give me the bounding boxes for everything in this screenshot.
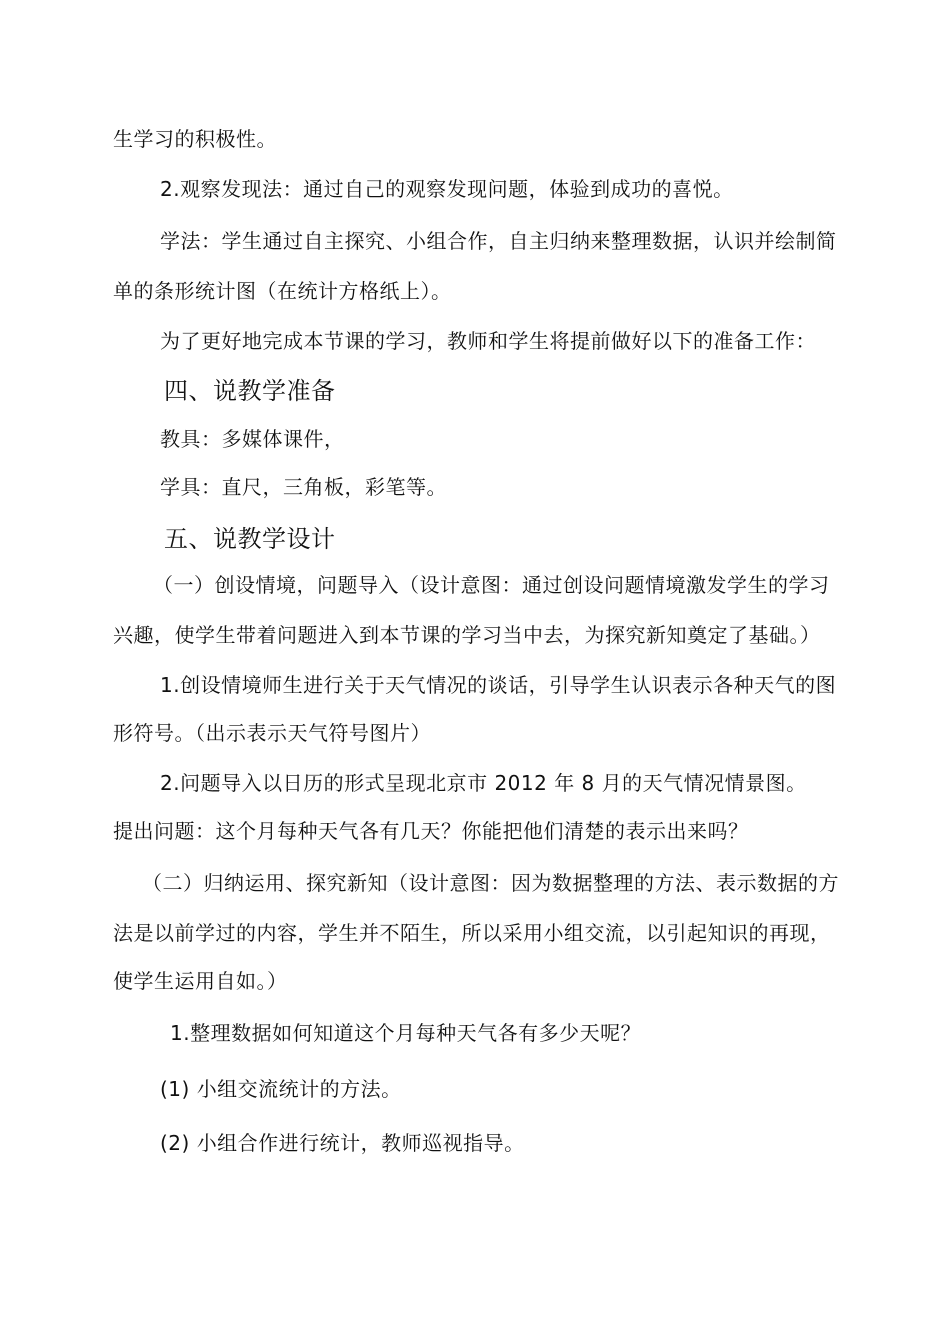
paragraph-line: 教具：多媒体课件， bbox=[160, 427, 345, 451]
paragraph-line: 提出问题：这个月每种天气各有几天？你能把他们清楚的表示出来吗？ bbox=[113, 819, 749, 843]
paragraph-line: 2.问题导入以日历的形式呈现北京市 2012 年 8 月的天气情况情景图。 bbox=[160, 771, 807, 795]
paragraph-line: 单的条形统计图（在统计方格纸上）。 bbox=[113, 279, 452, 303]
paragraph-line: 学具：直尺，三角板，彩笔等。 bbox=[160, 475, 447, 499]
paragraph-line: （一）创设情境，问题导入（设计意图：通过创设问题情境激发学生的学习 bbox=[153, 573, 830, 597]
section-heading: 五、说教学设计 bbox=[164, 525, 336, 553]
paragraph-line: 兴趣，使学生带着问题进入到本节课的学习当中去，为探究新知奠定了基础。） bbox=[113, 623, 821, 647]
paragraph-line: 1.创设情境师生进行关于天气情况的谈话，引导学生认识表示各种天气的图 bbox=[160, 673, 837, 697]
section-heading: 四、说教学准备 bbox=[164, 377, 336, 405]
paragraph-line: （二）归纳运用、探究新知（设计意图：因为数据整理的方法、表示数据的方 bbox=[142, 871, 839, 895]
paragraph-line: 法是以前学过的内容，学生并不陌生，所以采用小组交流，以引起知识的再现， bbox=[113, 921, 831, 945]
paragraph-line: 1.整理数据如何知道这个月每种天气各有多少天呢？ bbox=[170, 1021, 642, 1045]
paragraph-line: 形符号。（出示表示天气符号图片） bbox=[113, 721, 431, 745]
paragraph-line: (2) 小组合作进行统计，教师巡视指导。 bbox=[160, 1131, 525, 1155]
paragraph-line: 使学生运用自如。） bbox=[113, 969, 288, 993]
paragraph-line: 2.观察发现法：通过自己的观察发现问题，体验到成功的喜悦。 bbox=[160, 177, 734, 201]
paragraph-line: (1) 小组交流统计的方法。 bbox=[160, 1077, 402, 1101]
paragraph-line: 学法：学生通过自主探究、小组合作，自主归纳来整理数据，认识并绘制简 bbox=[160, 229, 837, 253]
paragraph-line: 生学习的积极性。 bbox=[113, 127, 277, 151]
paragraph-line: 为了更好地完成本节课的学习，教师和学生将提前做好以下的准备工作： bbox=[160, 329, 816, 353]
